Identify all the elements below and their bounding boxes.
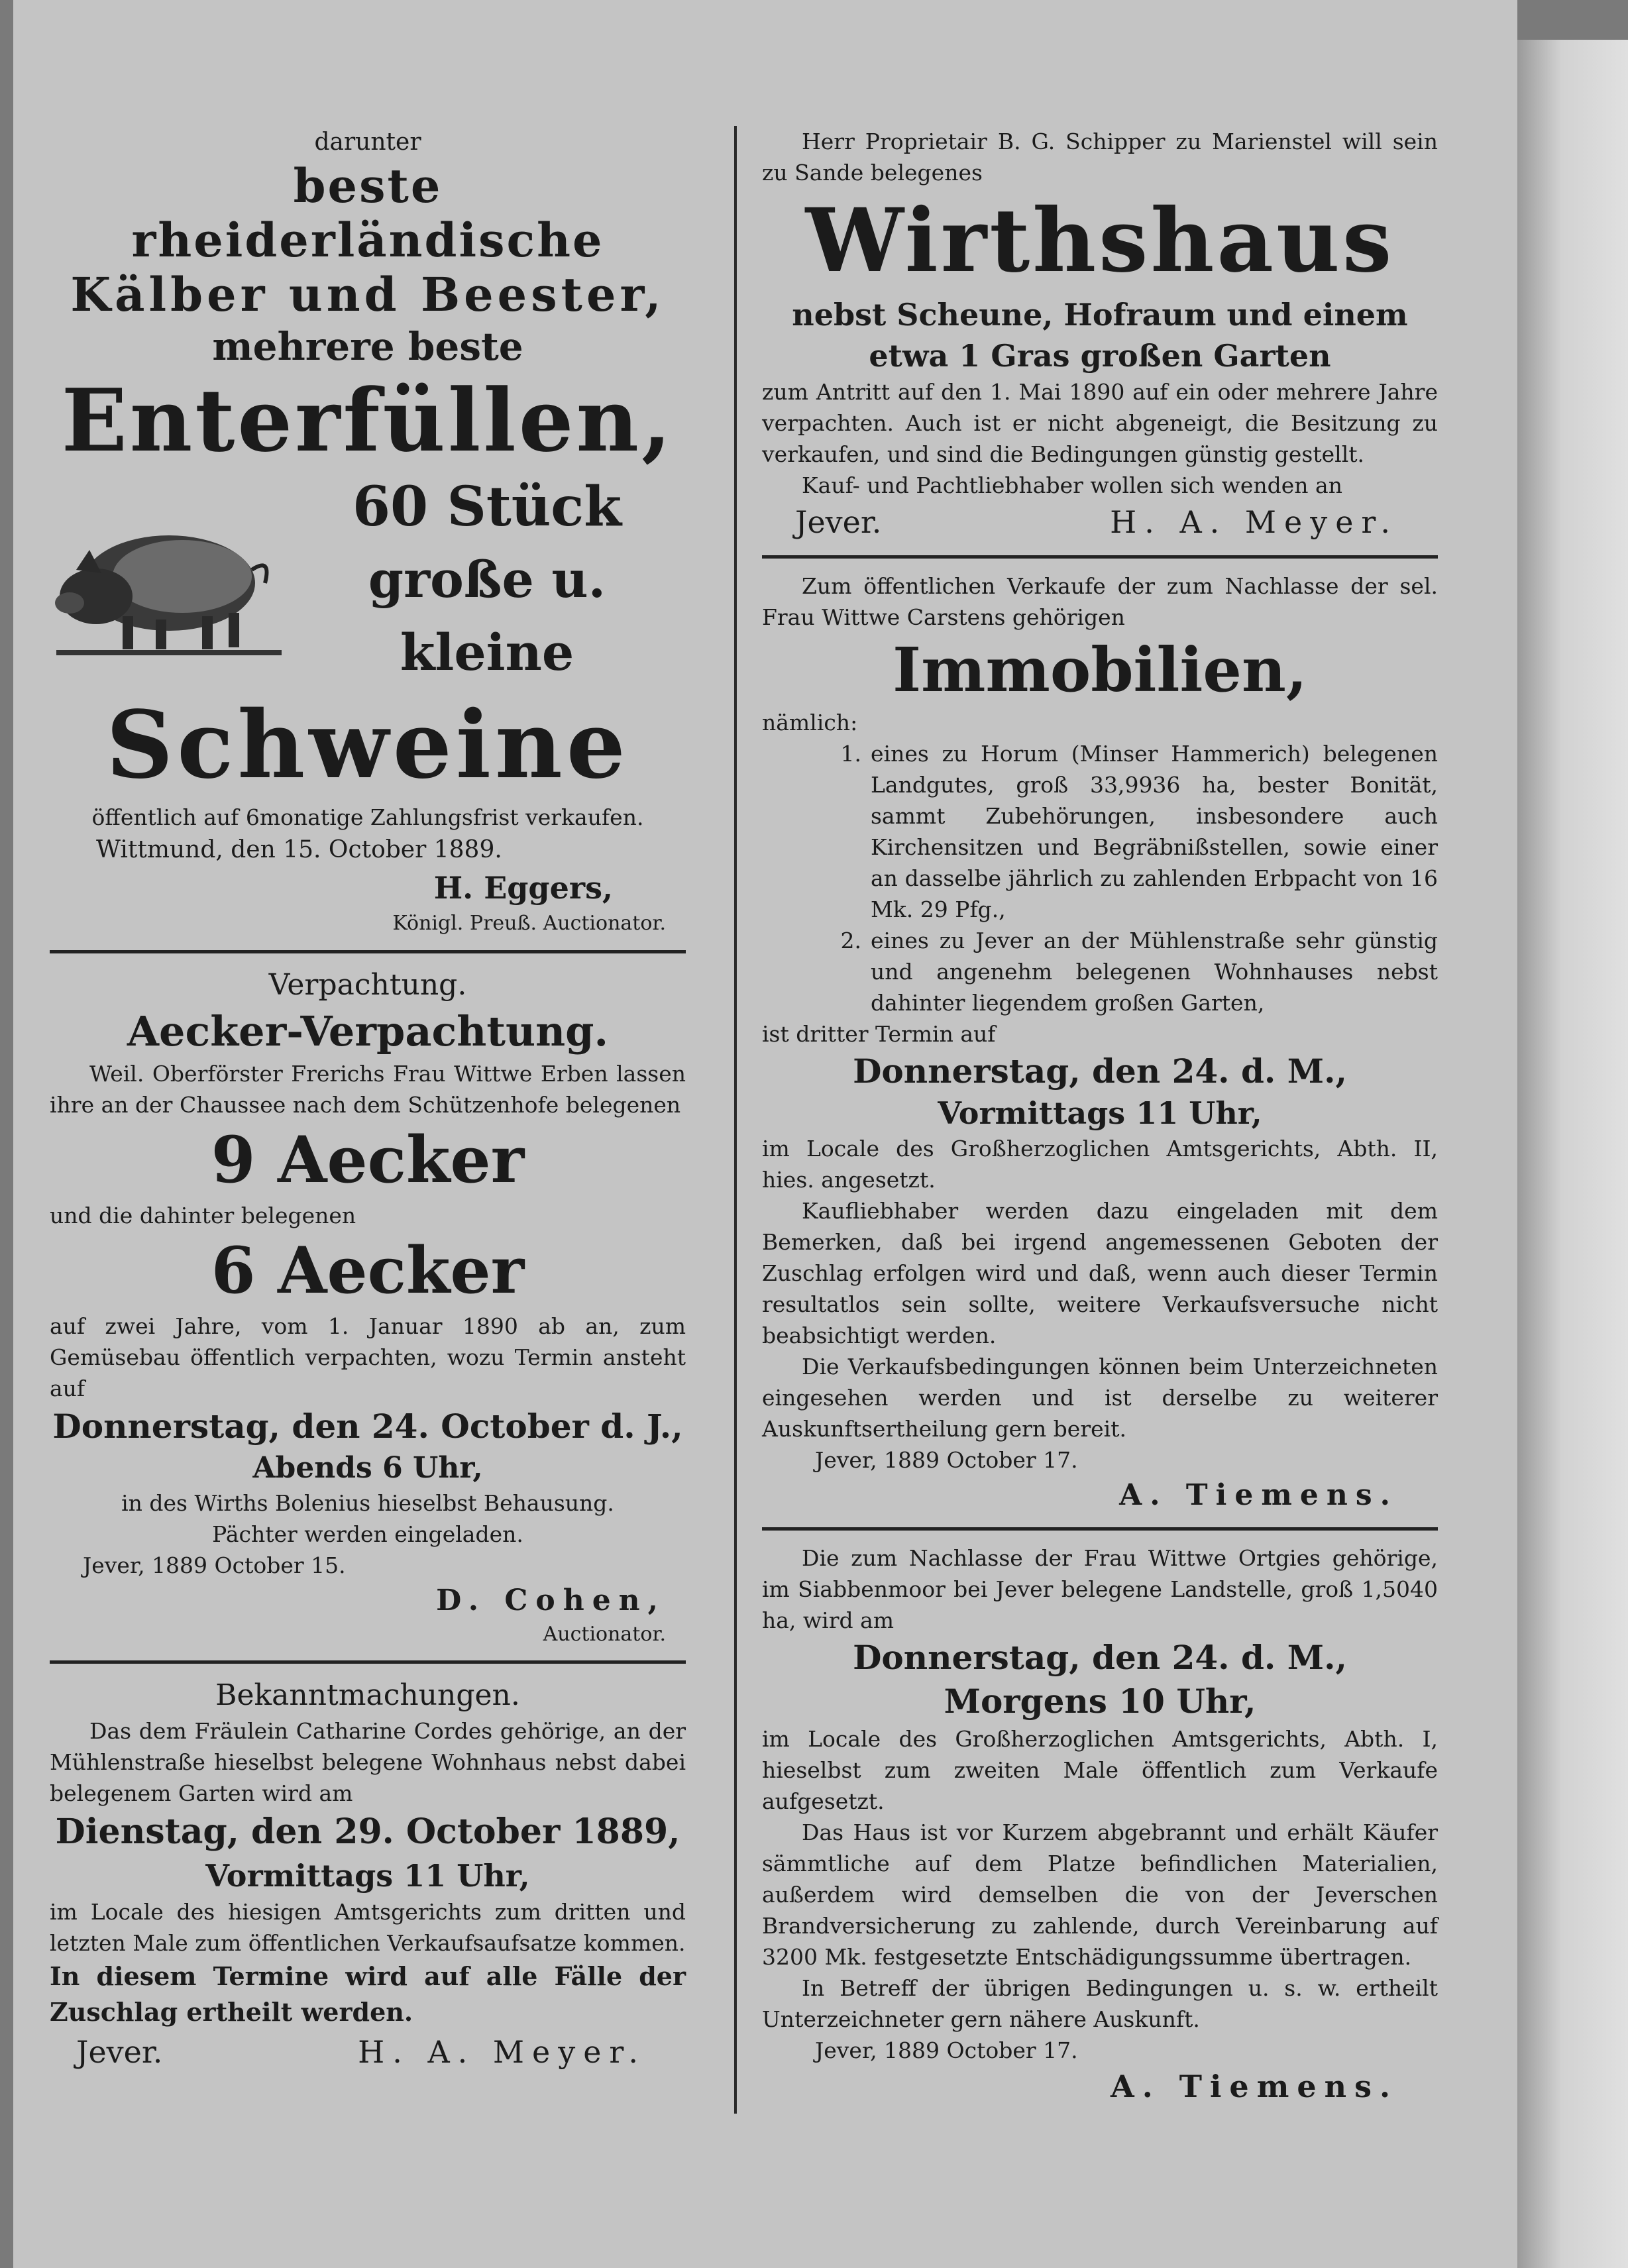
ad-schweine-title: Schweine xyxy=(106,691,629,800)
section-head: Bekanntmachungen. xyxy=(215,1678,520,1712)
ad-location: im Locale des Großherzoglichen Amtsgerichts, Abth. II, hies. angesetzt. xyxy=(762,1136,1438,1193)
ad-title: Aecker-Verpachtung. xyxy=(127,1007,609,1055)
ad-place: Jever, 1889 October 15. xyxy=(83,1552,346,1578)
ad-signature: H. A. Meyer. xyxy=(358,2034,646,2070)
ad-line-1: nebst Scheune, Hofraum und einem xyxy=(792,297,1408,333)
ad-body: zum Antritt auf den 1. Mai 1890 auf ein oder mehrere Jahre verpachten. Auch ist er nicht abgeneigt, die Besitzung zu verkaufen, und sind die Bedingungen günstig gestellt. xyxy=(762,379,1438,467)
pig-block xyxy=(50,470,686,689)
list-item-text: eines zu Jever an der Mühlenstraße sehr günstig und angenehm belegenen Wohnhauses nebst dahinter liegendem großen Garten, xyxy=(871,928,1438,1016)
ad-time: Abends 6 Uhr, xyxy=(252,1451,483,1485)
rule xyxy=(762,555,1438,559)
list-item-text: eines zu Horum (Minser Hammerich) belegenen Landgutes, groß 33,9936 ha, bester Bonität, sammt Zubehörungen, insbesondere auch Kirchensitzen und Begräbnißstellen, sowie einer an dasselbe jährlich zu zahlenden Erbpacht von 16 Mk. 29 Pfg., xyxy=(871,741,1438,922)
column-divider xyxy=(734,126,737,2114)
ad-acres-1: 9 Aecker xyxy=(211,1122,525,1197)
list-item-number: 2. xyxy=(840,928,861,953)
ad-intro: Herr Proprietair B. G. Schipper zu Marienstel will sein zu Sande belegenes xyxy=(762,129,1438,186)
ad-title: Wirthshaus xyxy=(805,189,1395,292)
ad-body: auf zwei Jahre, vom 1. Januar 1890 ab an, zum Gemüsebau öffentlich verpachten, wozu Termin ansteht auf xyxy=(50,1313,686,1401)
ad-rest: In Betreff der übrigen Bedingungen u. s. w. ertheilt Unterzeichneter gern nähere Auskunft. xyxy=(762,1975,1438,2032)
ad-location: im Locale des hiesigen Amtsgerichts zum dritten und letzten Male zum öffentlichen Verkaufsaufsatze kommen. xyxy=(50,1899,686,1956)
list-item-number: 1. xyxy=(840,741,861,767)
ad-pre: darunter xyxy=(314,129,421,156)
ad-invite: Pächter werden eingeladen. xyxy=(212,1521,523,1547)
ad-signature: A. Tiemens. xyxy=(1111,2069,1398,2104)
ad-bold-note: In diesem Termine wird auf alle Fälle der Zuschlag ertheilt werden. xyxy=(50,1961,686,2027)
ad-place: Jever, 1889 October 17. xyxy=(815,2037,1078,2063)
ad-term: ist dritter Termin auf xyxy=(762,1021,996,1047)
ad-role: Auctionator. xyxy=(543,1623,666,1646)
ad-big-title: Enterfüllen, xyxy=(61,370,675,471)
ad-place: Jever, 1889 October 17. xyxy=(815,1447,1078,1473)
ad-intro: Weil. Oberförster Frerichs Frau Wittwe Erben lassen ihre an der Chaussee nach dem Schützenhofe belegenen xyxy=(50,1061,686,1118)
ad-verpachtung xyxy=(50,965,686,1648)
list-item xyxy=(762,738,1438,925)
ad-time: Vormittags 11 Uhr, xyxy=(205,1858,530,1894)
ad-size: große u. kleine xyxy=(368,550,606,682)
ad-ortgies xyxy=(762,1542,1438,2107)
ad-location: in des Wirths Bolenius hieselbst Behausung. xyxy=(121,1490,614,1516)
list-item xyxy=(762,925,1438,1018)
ad-body: Kaufliebhaber werden dazu eingeladen mit dem Bemerken, daß bei irgend angemessenen Geboten der Zuschlag erfolgen wird und daß, wenn auch dieser Termin resultatlos sein sollte, weitere Verkaufsversuche nicht beabsichtigt werden. xyxy=(762,1198,1438,1348)
ad-line-3: mehrere beste xyxy=(212,324,523,369)
ad-location: im Locale des Großherzoglichen Amtsgerichts, Abth. I, hieselbst zum zweiten Male öffentlich zum Verkaufe aufgesetzt. xyxy=(762,1726,1438,1814)
ad-bekanntmachungen xyxy=(50,1676,686,2074)
ad-place: Jever. xyxy=(795,504,882,540)
ad-signature-row xyxy=(762,501,1438,543)
ad-date: Donnerstag, den 24. d. M., xyxy=(853,1052,1347,1091)
ad-immobilien xyxy=(762,570,1438,1515)
ad-acres-2: 6 Aecker xyxy=(211,1233,525,1308)
ad-schweine xyxy=(50,126,686,938)
ad-place: Wittmund, den 15. October 1889. xyxy=(96,836,502,863)
rule xyxy=(762,1527,1438,1531)
ad-body: öffentlich auf 6monatige Zahlungsfrist verkaufen. xyxy=(91,804,644,830)
ad-mid: und die dahinter belegenen xyxy=(50,1203,356,1228)
ad-signature-row xyxy=(50,2030,686,2074)
ad-time: Vormittags 11 Uhr, xyxy=(938,1095,1262,1131)
page-edge-stack xyxy=(1517,40,1628,2268)
ad-date: Dienstag, den 29. October 1889, xyxy=(55,1811,680,1852)
ad-wirthshaus xyxy=(762,126,1438,543)
ad-line-2: etwa 1 Gras großen Garten xyxy=(869,338,1331,374)
ad-date: Donnerstag, den 24. d. M., xyxy=(853,1638,1347,1677)
ad-count: 60 Stück xyxy=(352,475,622,539)
rule xyxy=(50,950,686,953)
ad-invite: Kauf- und Pachtliebhaber wollen sich wenden an xyxy=(802,472,1342,498)
ad-house: Das Haus ist vor Kurzem abgebrannt und erhält Käufer sämmtliche auf dem Platze befindlichen Materialien, außerdem wird demselben die von der Jeverschen Brandversicherung zu zahlende, durch Vereinbarung auf 3200 Mk. festgesetzte Entschädigungssumme übertragen. xyxy=(762,1819,1438,1970)
ad-place: Jever. xyxy=(76,2034,163,2070)
left-column xyxy=(50,126,686,2074)
ad-line-1: beste rheiderländische xyxy=(131,158,604,268)
pig-illustration-icon xyxy=(50,497,288,663)
ad-title: Immobilien, xyxy=(893,634,1307,706)
ad-signature: H. Eggers, xyxy=(433,870,613,906)
ad-conditions: Die Verkaufsbedingungen können beim Unterzeichneten eingesehen werden und ist derselbe zu weiterer Auskunftsertheilung gern bereit. xyxy=(762,1354,1438,1442)
ad-signature: A. Tiemens. xyxy=(1119,1478,1398,1512)
ad-date: Donnerstag, den 24. October d. J., xyxy=(52,1407,683,1446)
ad-role: Königl. Preuß. Auctionator. xyxy=(392,912,666,935)
ad-namely: nämlich: xyxy=(762,710,858,735)
ad-signature: H. A. Meyer. xyxy=(1110,504,1398,540)
ad-body: Die zum Nachlasse der Frau Wittwe Ortgies gehörige, im Siabbenmoor bei Jever belegene Landstelle, groß 1,5040 ha, wird am xyxy=(762,1545,1438,1633)
ad-line-2: Kälber und Beester, xyxy=(70,267,665,322)
right-column xyxy=(762,126,1438,2107)
ad-time: Morgens 10 Uhr, xyxy=(944,1682,1256,1721)
section-head: Verpachtung. xyxy=(268,968,467,1002)
ad-intro: Zum öffentlichen Verkaufe der zum Nachlasse der sel. Frau Wittwe Carstens gehörigen xyxy=(762,573,1438,630)
ad-body: Das dem Fräulein Catharine Cordes gehörige, an der Mühlenstraße hieselbst belegene Wohnhaus nebst dabei belegenem Garten wird am xyxy=(50,1718,686,1806)
ad-signature: D. Cohen, xyxy=(436,1584,666,1617)
rule xyxy=(50,1660,686,1664)
